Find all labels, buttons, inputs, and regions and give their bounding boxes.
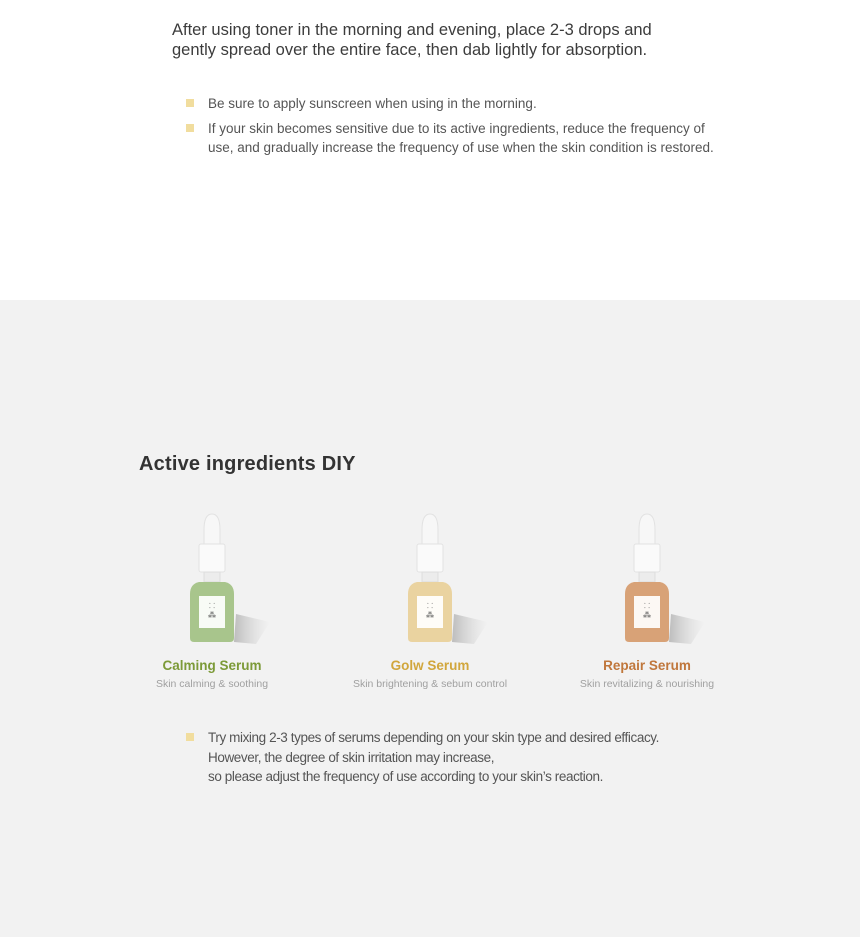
serum-bottle-icon	[587, 510, 707, 650]
svg-text:⁂: ⁂	[643, 611, 651, 620]
product-card-calming	[122, 510, 302, 690]
mixing-tip	[186, 728, 706, 787]
square-bullet-icon	[186, 124, 194, 132]
usage-instructions: After using toner in the morning and evening, place 2-3 drops and gently spread over the entire face, then dab lightly for absorption.	[172, 21, 652, 59]
product-description: Skin calming & soothing	[155, 678, 269, 690]
svg-text:⸬: ⸬	[209, 602, 215, 610]
product-name: Repair Serum	[603, 658, 691, 673]
product-card-repair	[557, 510, 737, 690]
svg-text:⁂: ⁂	[426, 611, 434, 620]
tip-line: Try mixing 2-3 types of serums depending on your skin type and desired efficacy.	[208, 730, 659, 745]
product-description: Skin brightening & sebum control	[352, 678, 508, 690]
svg-text:⁂: ⁂	[208, 611, 216, 620]
note-text: Be sure to apply sunscreen when using in the morning.	[208, 96, 537, 111]
usage-notes	[186, 94, 716, 163]
serum-bottle-icon	[152, 510, 272, 650]
usage-section	[0, 0, 860, 300]
square-bullet-icon	[186, 99, 194, 107]
tip-line: so please adjust the frequency of use according to your skin’s reaction.	[208, 769, 603, 784]
product-card-glow	[340, 510, 520, 690]
product-description: Skin revitalizing & nourishing	[579, 678, 715, 690]
svg-text:⸬: ⸬	[644, 602, 650, 610]
diy-section	[0, 300, 860, 937]
svg-text:⸬: ⸬	[427, 602, 433, 610]
section-title: Active ingredients DIY	[139, 453, 356, 475]
tip-line: However, the degree of skin irritation may increase,	[208, 749, 495, 765]
note-text: If your skin becomes sensitive due to its active ingredients, reduce the frequency of use, and gradually increase the frequency of use when the skin condition is restored.	[208, 121, 714, 155]
note-item	[186, 119, 716, 157]
product-name: Golw Serum	[390, 658, 470, 673]
square-bullet-icon	[186, 733, 194, 741]
serum-bottle-icon	[370, 510, 490, 650]
note-item	[186, 94, 716, 113]
product-name: Calming Serum	[162, 658, 262, 673]
